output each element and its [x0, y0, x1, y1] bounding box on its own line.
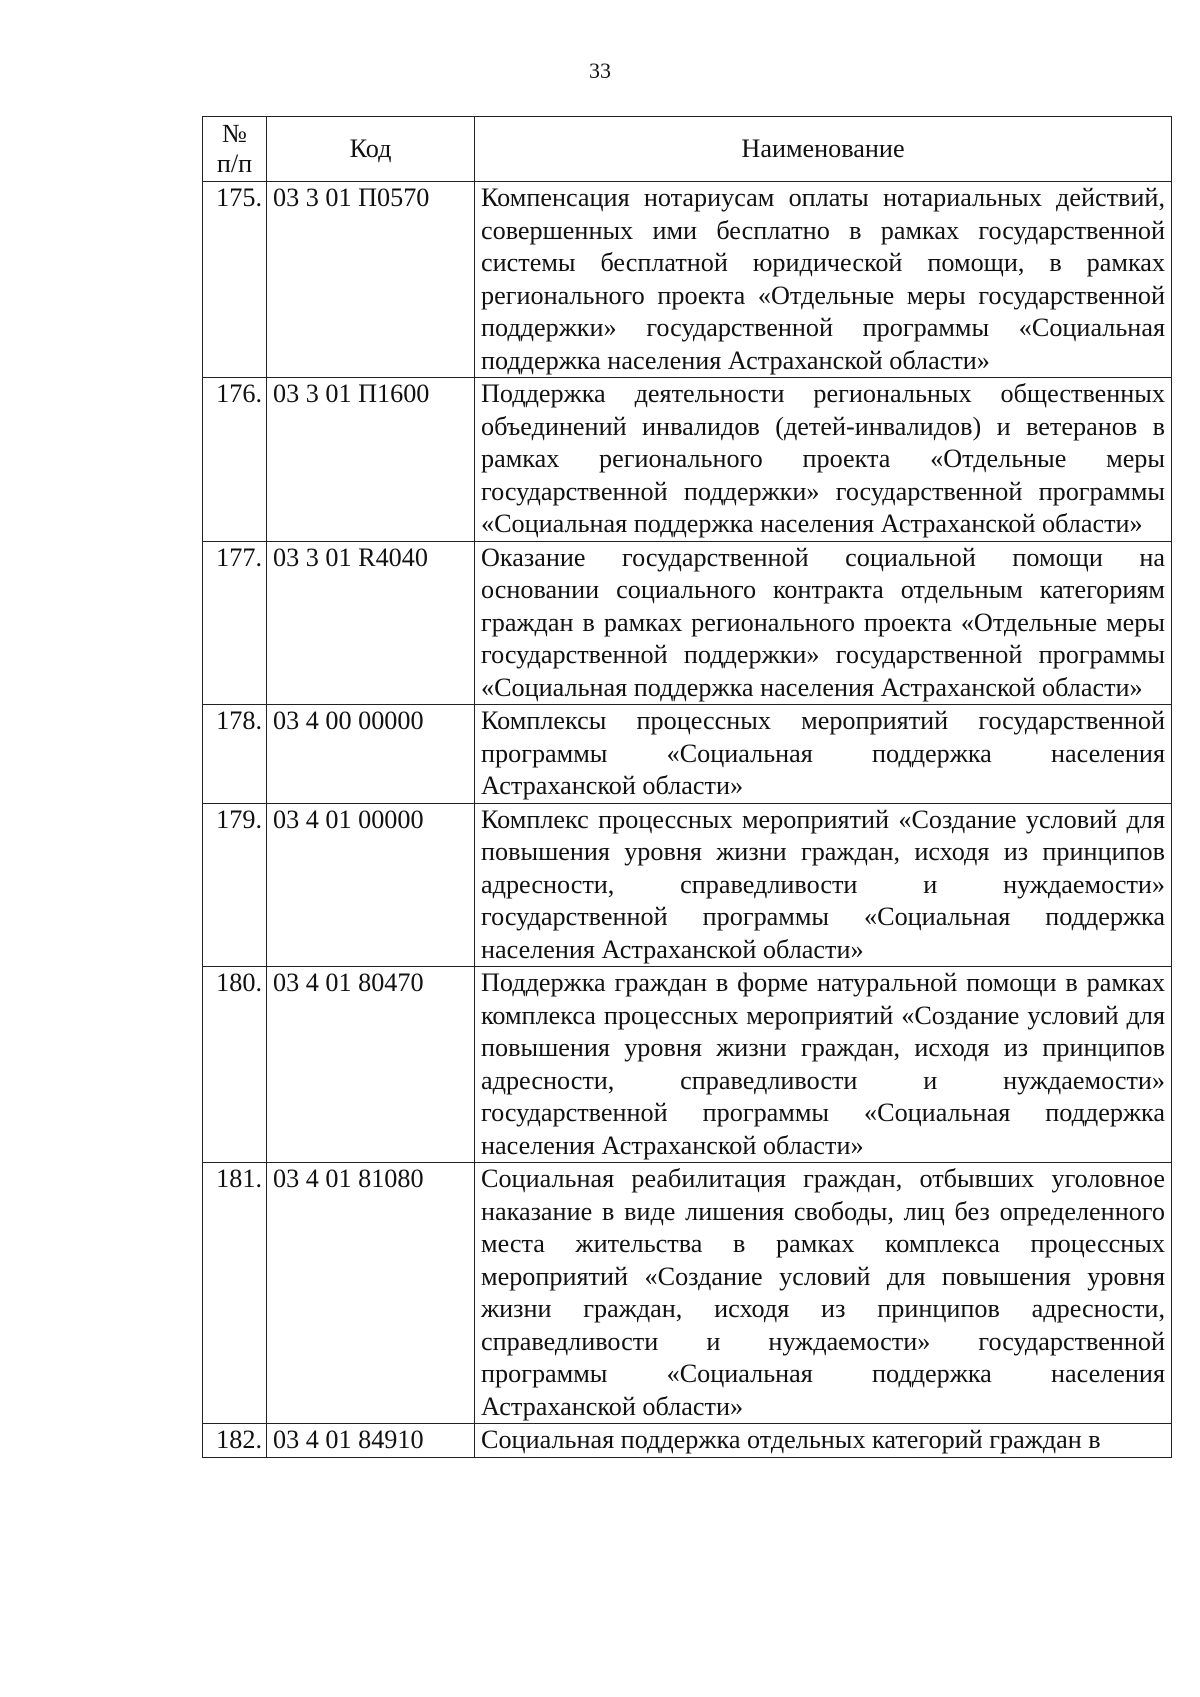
row-number: 179.	[203, 803, 267, 967]
row-number: 178.	[203, 705, 267, 804]
row-name: Социальная реабилитация граждан, отбывших уголовное наказание в виде лишения свободы, лиц без определенного места жительства в рамках комплекса процессных мероприятий «Создание условий для повышения уровня жизни граждан, исходя из принципов адресности, справедливости и нуждаемости» государственной программы «Социальная поддержка населения Астраханской области»	[475, 1163, 1172, 1424]
table-row	[203, 1163, 1172, 1424]
code-table	[202, 116, 1172, 1458]
row-name: Поддержка деятельности региональных общественных объединений инвалидов (детей-инвалидов) и ветеранов в рамках регионального проекта «Отдельные меры государственной поддержки» государственной программы «Социальная поддержка населения Астраханской области»	[475, 378, 1172, 542]
table-row	[203, 541, 1172, 705]
row-number: 175.	[203, 182, 267, 378]
row-code: 03 4 00 00000	[267, 705, 475, 804]
row-name: Социальная поддержка отдельных категорий граждан в	[475, 1424, 1172, 1458]
row-code: 03 4 01 00000	[267, 803, 475, 967]
row-code: 03 4 01 81080	[267, 1163, 475, 1424]
row-name: Поддержка граждан в форме натуральной помощи в рамках комплекса процессных мероприятий «Создание условий для повышения уровня жизни граждан, исходя из принципов адресности, справедливости и нуждаемости» государственной программы «Социальная поддержка населения Астраханской области»	[475, 967, 1172, 1163]
row-number: 181.	[203, 1163, 267, 1424]
row-code: 03 3 01 П1600	[267, 378, 475, 542]
row-number: 180.	[203, 967, 267, 1163]
header-code: Код	[267, 117, 475, 182]
table-header-row	[203, 117, 1172, 182]
row-number: 182.	[203, 1424, 267, 1458]
row-number: 177.	[203, 541, 267, 705]
row-code: 03 3 01 П0570	[267, 182, 475, 378]
header-name: Наименование	[475, 117, 1172, 182]
row-code: 03 3 01 R4040	[267, 541, 475, 705]
row-code: 03 4 01 84910	[267, 1424, 475, 1458]
table-row	[203, 967, 1172, 1163]
row-number: 176.	[203, 378, 267, 542]
header-number-abbrev: п/п	[216, 149, 253, 178]
header-number	[203, 117, 267, 182]
table-row	[203, 1424, 1172, 1458]
row-name: Комплексы процессных мероприятий государственной программы «Социальная поддержка населения Астраханской области»	[475, 705, 1172, 804]
row-name: Компенсация нотариусам оплаты нотариальных действий, совершенных ими бесплатно в рамках государственной системы бесплатной юридической помощи, в рамках регионального проекта «Отдельные меры государственной поддержки» государственной программы «Социальная поддержка населения Астраханской области»	[475, 182, 1172, 378]
header-number-symbol: №	[222, 119, 247, 148]
table-row	[203, 182, 1172, 378]
row-name: Оказание государственной социальной помощи на основании социального контракта отдельным категориям граждан в рамках регионального проекта «Отдельные меры государственной поддержки» государственной программы «Социальная поддержка населения Астраханской области»	[475, 541, 1172, 705]
table-row	[203, 705, 1172, 804]
row-code: 03 4 01 80470	[267, 967, 475, 1163]
page-number: 33	[589, 58, 611, 83]
row-name: Комплекс процессных мероприятий «Создание условий для повышения уровня жизни граждан, исходя из принципов адресности, справедливости и нуждаемости» государственной программы «Социальная поддержка населения Астраханской области»	[475, 803, 1172, 967]
table-row	[203, 803, 1172, 967]
table-row	[203, 378, 1172, 542]
